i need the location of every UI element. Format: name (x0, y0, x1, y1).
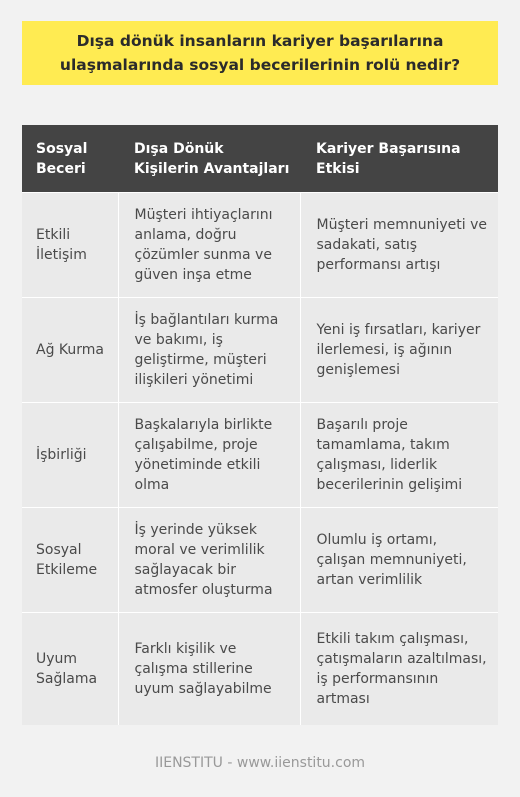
table-row (22, 298, 498, 403)
footer-credit: IIENSTITU - www.iienstitu.com (154, 755, 366, 771)
table-row (22, 613, 498, 726)
title-banner (22, 21, 498, 85)
impact-cell: Müşteri memnuniyeti ve sadakati, satış performansı artışı (300, 193, 498, 298)
impact-cell: Yeni iş fırsatları, kariyer ilerlemesi, iş ağının genişlemesi (300, 298, 498, 403)
skill-cell: İşbirliği (22, 403, 118, 508)
impact-cell: Başarılı proje tamamlama, takım çalışması, liderlik becerilerinin gelişimi (300, 403, 498, 508)
advantages-cell: İş yerinde yüksek moral ve verimlilik sağlayacak bir atmosfer oluşturma (118, 508, 300, 613)
table-row (22, 403, 498, 508)
skill-cell: Uyum Sağlama (22, 613, 118, 726)
column-header-advantages: Dışa Dönük Kişilerin Avantajları (118, 125, 300, 193)
advantages-cell: İş bağlantıları kurma ve bakımı, iş geliştirme, müşteri ilişkileri yönetimi (118, 298, 300, 403)
impact-cell: Olumlu iş ortamı, çalışan memnuniyeti, artan verimlilik (300, 508, 498, 613)
skills-table (22, 125, 498, 725)
skill-cell: Sosyal Etkileme (22, 508, 118, 613)
table-row (22, 508, 498, 613)
page-title: Dışa dönük insanların kariyer başarılarına ulaşmalarında sosyal becerilerinin rolü nedir? (59, 32, 461, 74)
advantages-cell: Müşteri ihtiyaçlarını anlama, doğru çözümler sunma ve güven inşa etme (118, 193, 300, 298)
column-header-impact: Kariyer Başarısına Etkisi (300, 125, 498, 193)
skill-cell: Ağ Kurma (22, 298, 118, 403)
table-row (22, 193, 498, 298)
impact-cell: Etkili takım çalışması, çatışmaların azaltılması, iş performansının artması (300, 613, 498, 726)
advantages-cell: Başkalarıyla birlikte çalışabilme, proje yönetiminde etkili olma (118, 403, 300, 508)
table-header-row (22, 125, 498, 193)
advantages-cell: Farklı kişilik ve çalışma stillerine uyum sağlayabilme (118, 613, 300, 726)
skill-cell: Etkili İletişim (22, 193, 118, 298)
column-header-skill: Sosyal Beceri (22, 125, 118, 193)
